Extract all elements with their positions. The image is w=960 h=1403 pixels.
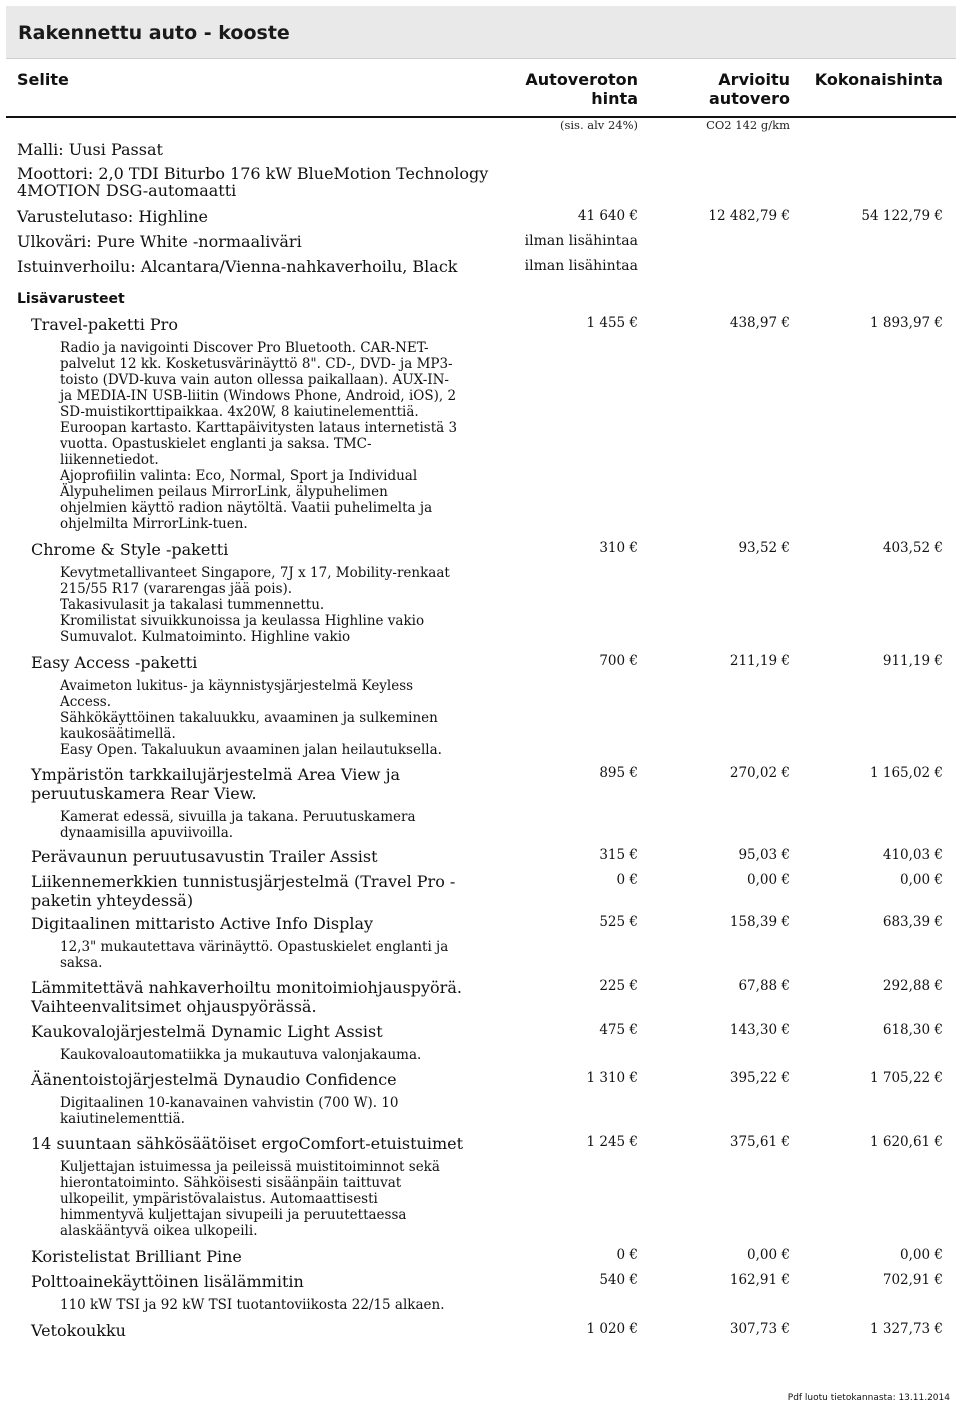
option-total: 1 620,61 €: [870, 1134, 943, 1150]
option-tax: 158,39 €: [729, 914, 790, 930]
option-description: Takasivulasit ja takalasi tummennettu.: [60, 597, 325, 613]
header-sub-co2: CO2 142 g/km: [706, 118, 790, 132]
option-total: 702,91 €: [882, 1272, 943, 1288]
option-description: ulkopeilit, ympäristövalaistus. Automaattisesti: [60, 1191, 378, 1207]
header-tax-line2: autovero: [709, 89, 790, 108]
option-total: 0,00 €: [900, 1247, 943, 1263]
page-title: Rakennettu auto - kooste: [18, 22, 290, 44]
header-sub-vat: (sis. alv 24%): [559, 118, 638, 132]
varustelutaso: Varustelutaso: Highline: [17, 207, 209, 226]
option-name: Chrome & Style -paketti: [31, 540, 229, 559]
option-description: Avaimeton lukitus- ja käynnistysjärjestelmä Keyless: [60, 678, 414, 694]
header-selite: Selite: [17, 70, 69, 89]
option-price: 310 €: [599, 540, 638, 556]
option-name: Koristelistat Brilliant Pine: [31, 1247, 242, 1266]
option-description: Sähkökäyttöinen takaluukku, avaaminen ja sulkeminen: [60, 710, 438, 726]
option-total: 410,03 €: [882, 847, 943, 863]
option-description: 110 kW TSI ja 92 kW TSI tuotantoviikosta 22/15 alkaen.: [60, 1297, 445, 1313]
option-price: 0 €: [616, 872, 638, 888]
option-description: SD-muistikorttipaikkaa. 4x20W, 8 kaiutinelementtiä.: [60, 404, 419, 420]
option-description: Radio ja navigointi Discover Pro Bluetooth. CAR-NET-: [60, 340, 429, 356]
option-description: palvelut 12 kk. Kosketusvärinäyttö 8". CD-, DVD- ja MP3-: [60, 356, 453, 372]
option-description: alaskääntyvä oikea ulkopeili.: [60, 1223, 258, 1239]
option-total: 1 327,73 €: [870, 1321, 943, 1337]
option-tax: 211,19 €: [729, 653, 790, 669]
option-description: Kromilistat sivuikkunoissa ja keulassa Highline vakio: [60, 613, 425, 629]
option-tax: 0,00 €: [747, 872, 790, 888]
option-tax: 95,03 €: [738, 847, 790, 863]
option-total: 618,30 €: [882, 1022, 943, 1038]
istuinverhoilu-price: ilman lisähintaa: [524, 258, 638, 274]
option-name: Polttoainekäyttöinen lisälämmitin: [31, 1272, 304, 1291]
istuinverhoilu: Istuinverhoilu: Alcantara/Vienna-nahkaverhoilu, Black: [17, 257, 458, 276]
option-tax: 67,88 €: [738, 978, 790, 994]
option-description: kaukosäätimellä.: [60, 726, 176, 742]
option-description: dynaamisilla apuviivoilla.: [60, 825, 234, 841]
option-name: Lämmitettävä nahkaverhoiltu monitoimiohjauspyörä.: [31, 978, 462, 997]
option-total: 1 165,02 €: [870, 765, 943, 781]
option-price: 1 020 €: [586, 1321, 638, 1337]
option-tax: 270,02 €: [729, 765, 790, 781]
option-description: Easy Open. Takaluukun avaaminen jalan heilautuksella.: [60, 742, 442, 758]
option-total: 683,39 €: [882, 914, 943, 930]
option-description: Kaukovaloautomatiikka ja mukautuva valonjakauma.: [60, 1047, 422, 1063]
option-description: ohjelmilta MirrorLink-tuen.: [60, 516, 248, 532]
option-price: 1 455 €: [586, 315, 638, 331]
option-name: 14 suuntaan sähkösäätöiset ergoComfort-etuistuimet: [31, 1134, 464, 1153]
header-tax: [650, 70, 790, 108]
option-description: 12,3" mukautettava värinäyttö. Opastuskielet englanti ja: [60, 939, 449, 955]
option-tax: 0,00 €: [747, 1247, 790, 1263]
option-description: Digitaalinen 10-kanavainen vahvistin (700 W). 10: [60, 1095, 399, 1111]
option-name: peruutuskamera Rear View.: [31, 784, 257, 803]
section-lisavarusteet: Lisävarusteet: [17, 291, 125, 307]
option-description: ohjelmien käyttö radion näytöltä. Vaatii puhelimelta ja: [60, 500, 433, 516]
header-price: [500, 70, 638, 108]
option-description: Euroopan kartasto. Karttapäivitysten lataus internetistä 3: [60, 420, 458, 436]
option-price: 525 €: [599, 914, 638, 930]
option-name: Kaukovalojärjestelmä Dynamic Light Assist: [31, 1022, 383, 1041]
option-price: 0 €: [616, 1247, 638, 1263]
option-description: himmentyvä kuljettajan sivupeili ja peruutettaessa: [60, 1207, 407, 1223]
header-divider: [6, 116, 956, 118]
option-tax: 93,52 €: [738, 540, 790, 556]
varustelutaso-price: 41 640 €: [577, 208, 638, 224]
malli: Malli: Uusi Passat: [17, 140, 163, 159]
option-description: ja MEDIA-IN USB-liitin (Windows Phone, Android, iOS), 2: [60, 388, 457, 404]
option-total: 1 893,97 €: [870, 315, 943, 331]
option-description: Kamerat edessä, sivuilla ja takana. Peruutuskamera: [60, 809, 416, 825]
option-name: Äänentoistojärjestelmä Dynaudio Confidence: [31, 1070, 397, 1089]
option-total: 292,88 €: [882, 978, 943, 994]
option-name: Easy Access -paketti: [31, 653, 198, 672]
option-price: 540 €: [599, 1272, 638, 1288]
option-price: 475 €: [599, 1022, 638, 1038]
option-description: saksa.: [60, 955, 103, 971]
option-total: 403,52 €: [882, 540, 943, 556]
option-total: 911,19 €: [882, 653, 943, 669]
ulkovari-price: ilman lisähintaa: [524, 233, 638, 249]
option-name: Digitaalinen mittaristo Active Info Display: [31, 914, 374, 933]
header-tax-line1: Arvioitu: [718, 70, 790, 89]
option-name: Travel-paketti Pro: [31, 315, 178, 334]
option-tax: 162,91 €: [729, 1272, 790, 1288]
ulkovari: Ulkoväri: Pure White -normaaliväri: [17, 232, 302, 251]
header-price-line1: Autoveroton: [525, 70, 638, 89]
option-name: Liikennemerkkien tunnistusjärjestelmä (Travel Pro -: [31, 872, 456, 891]
option-price: 315 €: [599, 847, 638, 863]
option-name: Vetokoukku: [31, 1321, 126, 1340]
option-tax: 395,22 €: [729, 1070, 790, 1086]
option-description: vuotta. Opastuskielet englanti ja saksa. TMC-: [60, 436, 372, 452]
option-name: Perävaunun peruutusavustin Trailer Assist: [31, 847, 378, 866]
option-total: 1 705,22 €: [870, 1070, 943, 1086]
option-description: hierontatoiminto. Sähköisesti sisäänpäin taittuvat: [60, 1175, 402, 1191]
option-description: Access.: [60, 694, 112, 710]
varustelutaso-total: 54 122,79 €: [861, 208, 943, 224]
option-price: 1 245 €: [586, 1134, 638, 1150]
option-tax: 375,61 €: [729, 1134, 790, 1150]
option-description: liikennetiedot.: [60, 452, 159, 468]
moottori-line2: 4MOTION DSG-automaatti: [17, 181, 237, 200]
option-name: Vaihteenvalitsimet ohjauspyörässä.: [31, 997, 317, 1016]
option-total: 0,00 €: [900, 872, 943, 888]
option-description: 215/55 R17 (vararengas jää pois).: [60, 581, 293, 597]
varustelutaso-tax: 12 482,79 €: [708, 208, 790, 224]
option-description: Kevytmetallivanteet Singapore, 7J x 17, Mobility-renkaat: [60, 565, 450, 581]
header-price-line2: hinta: [591, 89, 638, 108]
option-description: Ajoprofiilin valinta: Eco, Normal, Sport ja Individual: [60, 468, 418, 484]
moottori-line1: Moottori: 2,0 TDI Biturbo 176 kW BlueMotion Technology: [17, 164, 489, 183]
option-description: kaiutinelementtiä.: [60, 1111, 185, 1127]
option-name: paketin yhteydessä): [31, 891, 194, 910]
option-tax: 143,30 €: [729, 1022, 790, 1038]
title-bar: [6, 6, 956, 59]
option-description: Kuljettajan istuimessa ja peileissä muistitoiminnot sekä: [60, 1159, 440, 1175]
option-description: Sumuvalot. Kulmatoiminto. Highline vakio: [60, 629, 351, 645]
option-tax: 438,97 €: [729, 315, 790, 331]
footer-note: Pdf luotu tietokannasta: 13.11.2014: [787, 1393, 950, 1403]
option-price: 225 €: [599, 978, 638, 994]
option-description: Älypuhelimen peilaus MirrorLink, älypuhelimen: [60, 484, 388, 500]
option-tax: 307,73 €: [729, 1321, 790, 1337]
option-name: Ympäristön tarkkailujärjestelmä Area View ja: [31, 765, 401, 784]
option-price: 700 €: [599, 653, 638, 669]
option-price: 895 €: [599, 765, 638, 781]
header-total: Kokonaishinta: [814, 70, 943, 89]
option-description: toisto (DVD-kuva vain auton ollessa paikallaan). AUX-IN-: [60, 372, 449, 388]
option-price: 1 310 €: [586, 1070, 638, 1086]
